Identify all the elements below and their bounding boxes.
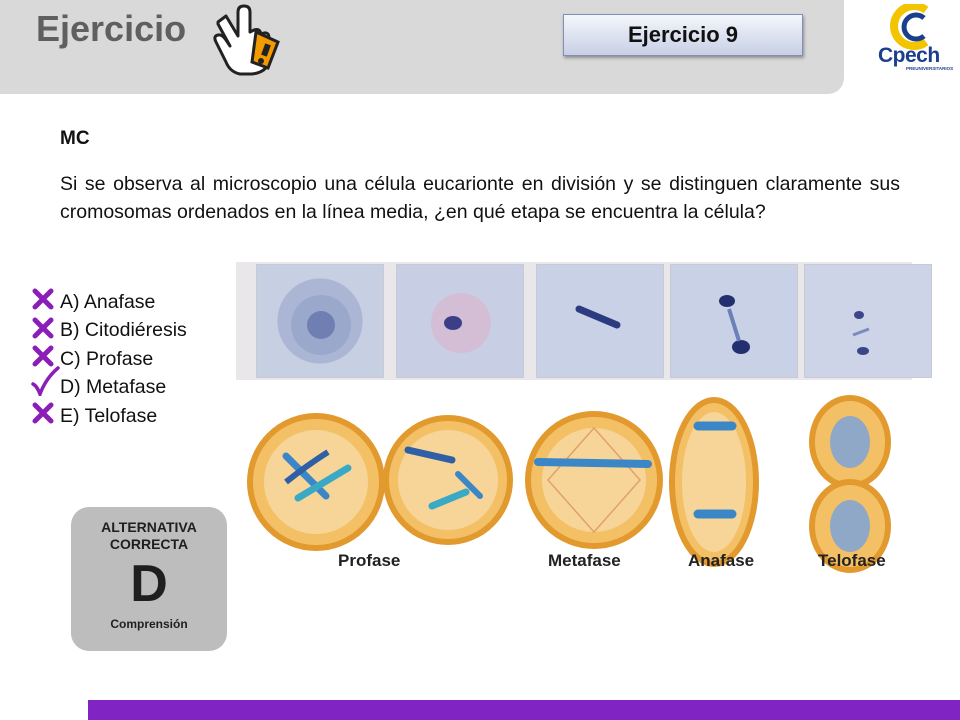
micrograph-2 [396, 264, 524, 378]
stage-label-profase: Profase [338, 551, 401, 570]
option-b[interactable] [30, 317, 187, 346]
correct-answer-box [71, 507, 227, 651]
cross-mark-icon [30, 288, 60, 316]
option-e[interactable] [30, 402, 187, 431]
micrograph-row [236, 262, 912, 380]
footer-accent-bar [88, 700, 960, 720]
answer-title-line1: ALTERNATIVA [101, 519, 197, 535]
option-e-text: E) Telofase [60, 404, 158, 427]
header-title: Ejercicio [36, 8, 187, 49]
option-c-text: C) Profase [60, 347, 154, 370]
option-d-text: D) Metafase [60, 376, 167, 399]
mitosis-drawings [236, 386, 912, 576]
micrograph-1 [256, 264, 384, 378]
answer-skill: Comprensión [110, 617, 188, 631]
option-b-text: B) Citodiéresis [60, 319, 187, 342]
pointing-hand-icon [208, 2, 284, 80]
exercise-number-button[interactable]: Ejercicio 9 [563, 14, 803, 56]
answer-letter: D [130, 555, 168, 613]
mitosis-figure [236, 262, 912, 582]
stage-label-anafase: Anafase [688, 551, 755, 570]
check-mark-icon [30, 374, 60, 402]
question-text: Si se observa al microscopio una célula eucarionte en división y se distinguen claramente sus cromosomas ordenados en la línea media, ¿en qué etapa se encuentra la célula? [60, 173, 900, 223]
option-a[interactable] [30, 288, 187, 317]
answer-title-line2: CORRECTA [109, 536, 189, 552]
cross-mark-icon [30, 402, 60, 430]
logo-text: Cpech [878, 44, 940, 67]
logo-subtext: PREUNIVERSITARIOS [906, 66, 954, 71]
micrograph-5 [804, 264, 932, 378]
options-list [30, 288, 187, 431]
stage-label-telofase: Telofase [818, 551, 886, 570]
option-d[interactable] [30, 374, 187, 403]
answer-title [71, 519, 227, 553]
stage-label-metafase: Metafase [548, 551, 621, 570]
cross-mark-icon [30, 317, 60, 345]
micrograph-4 [670, 264, 798, 378]
option-a-text: A) Anafase [60, 290, 156, 313]
micrograph-3 [536, 264, 664, 378]
question-type-label: MC [60, 128, 90, 149]
